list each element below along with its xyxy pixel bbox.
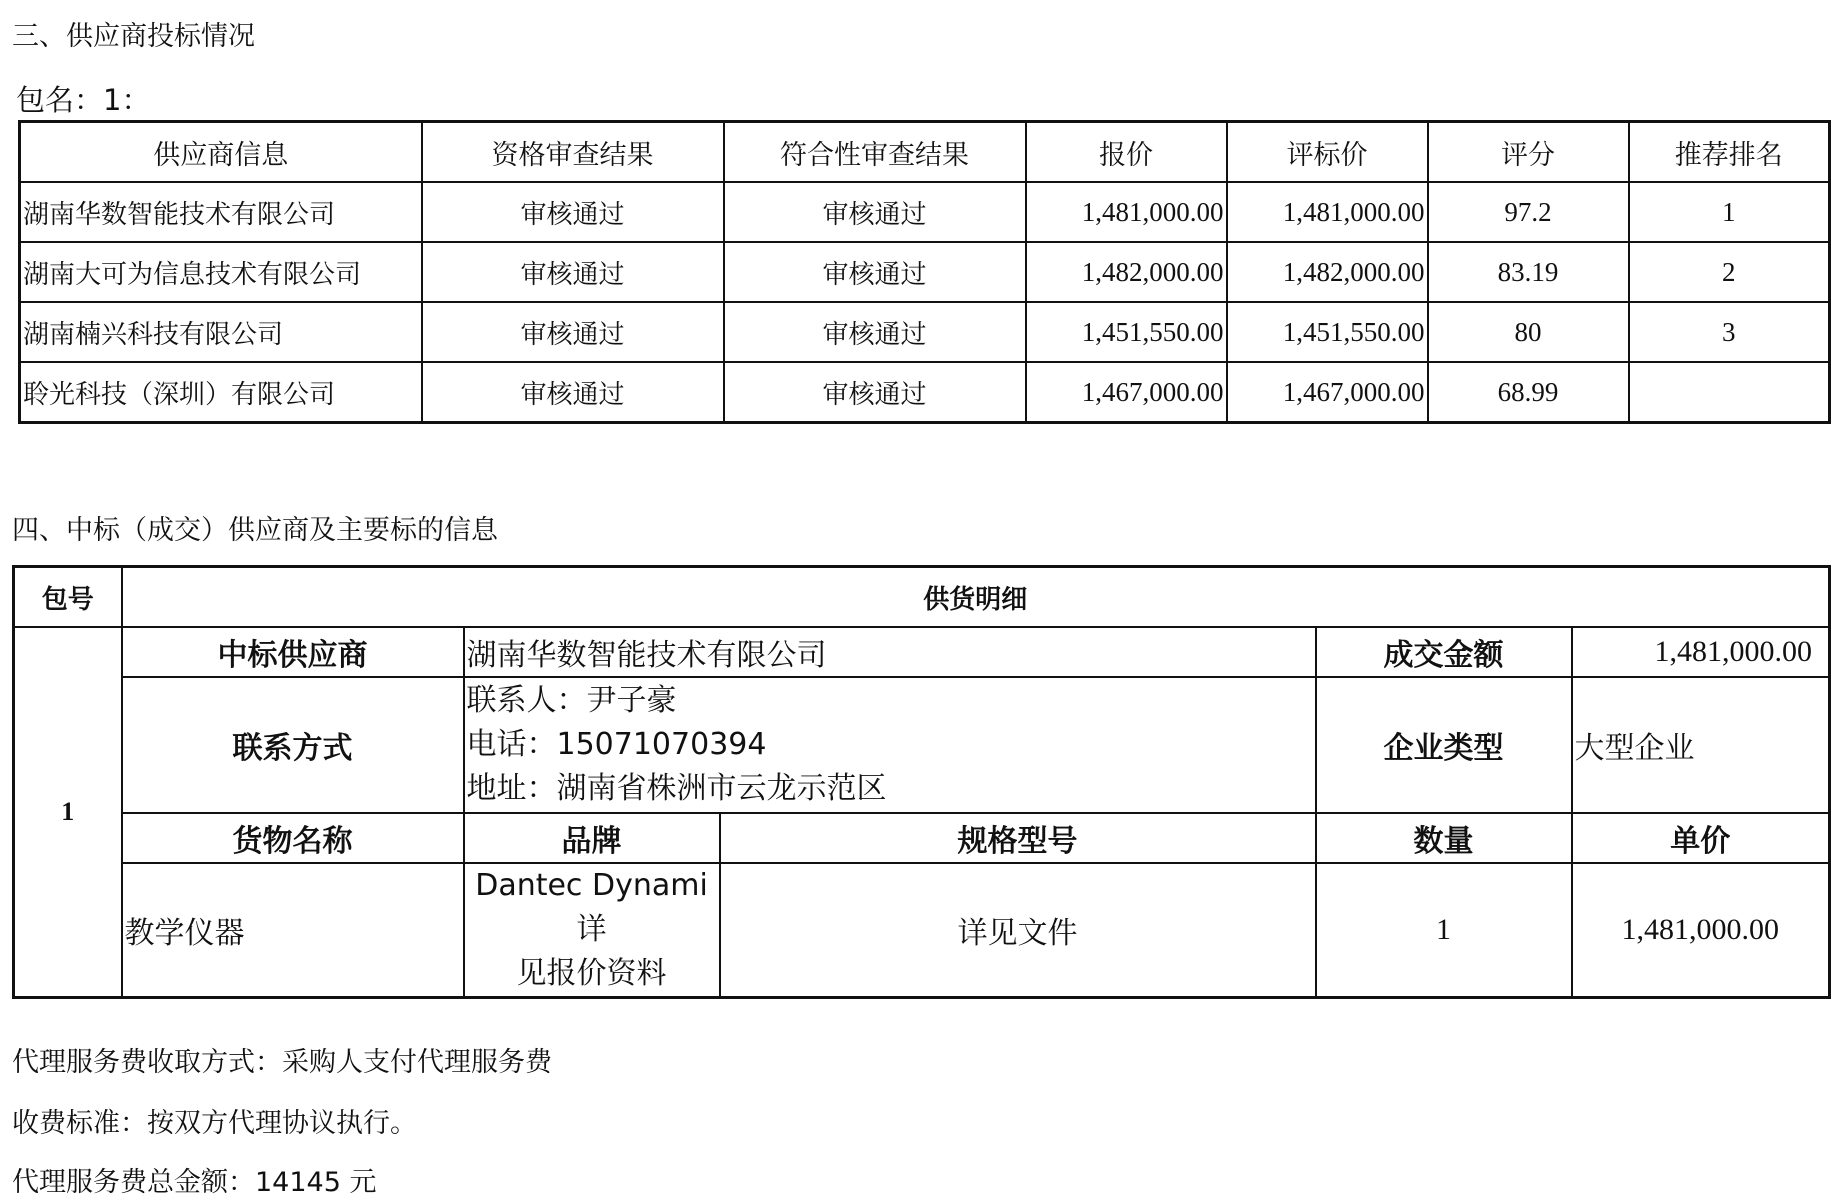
supplier-name: 聆光科技（深圳）有限公司 — [20, 362, 422, 423]
fee-standard: 收费标准：按双方代理协议执行。 — [12, 1108, 417, 1139]
compliance-result: 审核通过 — [724, 362, 1026, 423]
qualification-result: 审核通过 — [422, 242, 724, 302]
rank-value: 1 — [1629, 182, 1830, 242]
col-score: 评分 — [1428, 122, 1629, 183]
bid-table-header — [20, 122, 1830, 183]
col-spec: 规格型号 — [720, 813, 1316, 863]
award-table — [12, 565, 1831, 999]
amount-value: 1,481,000.00 — [1572, 627, 1830, 677]
award-header-row — [14, 567, 1830, 628]
score-value: 83.19 — [1428, 242, 1629, 302]
col-eval-price: 评标价 — [1227, 122, 1428, 183]
rank-value: 2 — [1629, 242, 1830, 302]
table-row — [20, 302, 1830, 362]
contact-info — [464, 677, 1316, 813]
company-type-value: 大型企业 — [1572, 677, 1830, 813]
bid-table — [18, 120, 1831, 424]
package-number: 1 — [14, 627, 122, 998]
goods-brand — [464, 863, 720, 998]
winner-label: 中标供应商 — [122, 627, 464, 677]
goods-qty: 1 — [1316, 863, 1572, 998]
header-supply-detail: 供货明细 — [122, 567, 1830, 628]
quote-value: 1,451,550.00 — [1026, 302, 1227, 362]
col-goods-name: 货物名称 — [122, 813, 464, 863]
package-label: 包名：1： — [16, 83, 151, 117]
brand-line-1: Dantec Dynami详 — [475, 868, 708, 947]
fee-method: 代理服务费收取方式：采购人支付代理服务费 — [12, 1047, 552, 1078]
supplier-name: 湖南大可为信息技术有限公司 — [20, 242, 422, 302]
quote-value: 1,481,000.00 — [1026, 182, 1227, 242]
compliance-result: 审核通过 — [724, 182, 1026, 242]
winner-row — [14, 627, 1830, 677]
score-value: 97.2 — [1428, 182, 1629, 242]
col-supplier: 供应商信息 — [20, 122, 422, 183]
goods-header-row — [14, 813, 1830, 863]
col-qty: 数量 — [1316, 813, 1572, 863]
col-qualification: 资格审查结果 — [422, 122, 724, 183]
supplier-name: 湖南楠兴科技有限公司 — [20, 302, 422, 362]
col-quote: 报价 — [1026, 122, 1227, 183]
qualification-result: 审核通过 — [422, 362, 724, 423]
goods-name: 教学仪器 — [122, 863, 464, 998]
eval-price-value: 1,482,000.00 — [1227, 242, 1428, 302]
company-type-label: 企业类型 — [1316, 677, 1572, 813]
compliance-result: 审核通过 — [724, 242, 1026, 302]
table-row — [20, 362, 1830, 423]
qualification-result: 审核通过 — [422, 302, 724, 362]
col-unit-price: 单价 — [1572, 813, 1830, 863]
col-brand: 品牌 — [464, 813, 720, 863]
section3-title: 三、供应商投标情况 — [12, 21, 255, 52]
eval-price-value: 1,451,550.00 — [1227, 302, 1428, 362]
col-compliance: 符合性审查结果 — [724, 122, 1026, 183]
score-value: 68.99 — [1428, 362, 1629, 423]
amount-label: 成交金额 — [1316, 627, 1572, 677]
rank-value — [1629, 362, 1830, 423]
fee-total: 代理服务费总金额：14145 元 — [12, 1167, 377, 1198]
rank-value: 3 — [1629, 302, 1830, 362]
quote-value: 1,467,000.00 — [1026, 362, 1227, 423]
goods-row — [14, 863, 1830, 998]
col-rank: 推荐排名 — [1629, 122, 1830, 183]
contact-label: 联系方式 — [122, 677, 464, 813]
goods-unit-price: 1,481,000.00 — [1572, 863, 1830, 998]
table-row — [20, 182, 1830, 242]
brand-line-2: 见报价资料 — [516, 956, 667, 991]
section4-title: 四、中标（成交）供应商及主要标的信息 — [12, 515, 498, 546]
table-row — [20, 242, 1830, 302]
contact-address: 地址：湖南省株洲市云龙示范区 — [466, 771, 887, 806]
compliance-result: 审核通过 — [724, 302, 1026, 362]
goods-spec: 详见文件 — [720, 863, 1316, 998]
contact-row — [14, 677, 1830, 813]
qualification-result: 审核通过 — [422, 182, 724, 242]
eval-price-value: 1,481,000.00 — [1227, 182, 1428, 242]
supplier-name: 湖南华数智能技术有限公司 — [20, 182, 422, 242]
contact-person: 联系人：尹子豪 — [466, 683, 677, 718]
quote-value: 1,482,000.00 — [1026, 242, 1227, 302]
eval-price-value: 1,467,000.00 — [1227, 362, 1428, 423]
score-value: 80 — [1428, 302, 1629, 362]
winner-value: 湖南华数智能技术有限公司 — [464, 627, 1316, 677]
contact-phone: 电话：15071070394 — [466, 727, 767, 762]
header-package-no: 包号 — [14, 567, 122, 628]
